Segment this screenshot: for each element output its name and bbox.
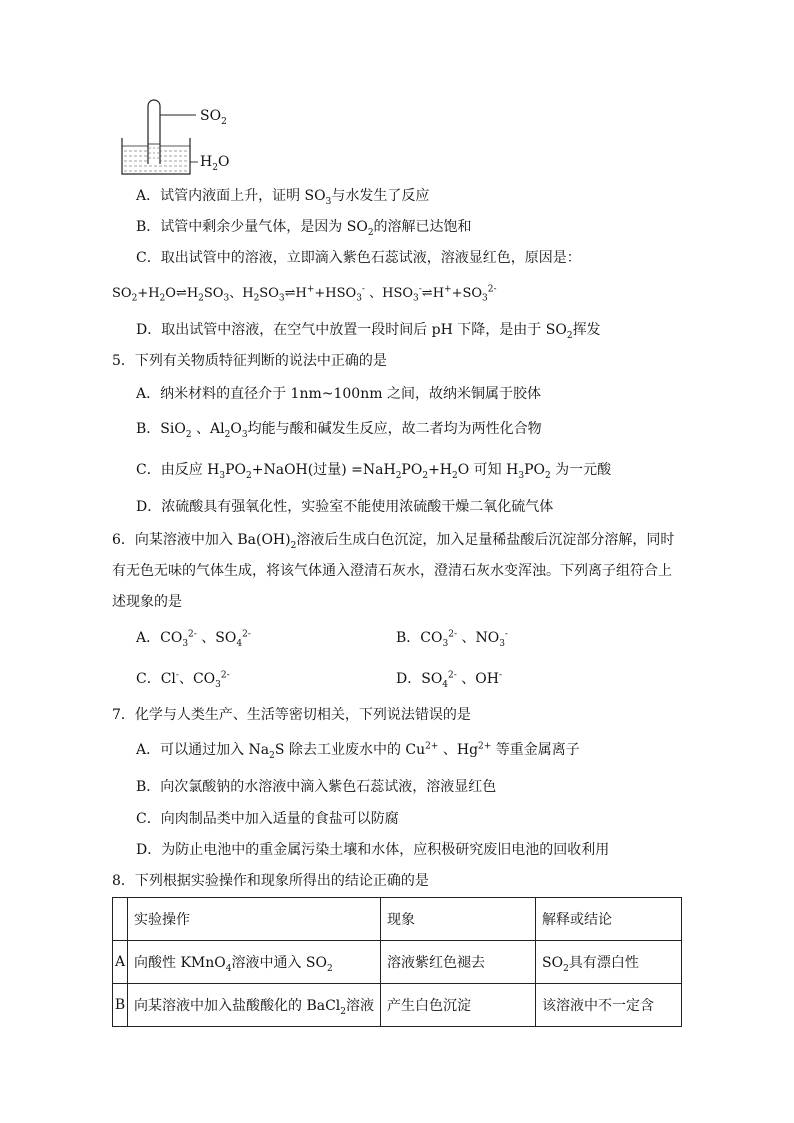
table-row [113, 941, 682, 984]
q6-option-a: A．$CO_3^{2-}$ 、$SO_4^{2-}$ [136, 629, 251, 649]
q5-option-c: C．由反应 $H_3PO_2+NaOH$(过量) $=NaH_2PO_2+H_2O$ 可知 $H_3PO_2$ 为一元酸 [136, 462, 612, 481]
q4-option-a: A．试管内液面上升，证明 $SO_3$与水发生了反应 [136, 188, 430, 207]
table-header-cell: 现象 [381, 898, 536, 941]
phenomenon-cell: 溶液紫红色褪去 [381, 941, 536, 984]
q6-option-d: D．$SO_4^{2-}$ 、OH- [396, 670, 502, 690]
q6-stem-line1: 6．向某溶液中加入 $Ba(OH)_2$溶液后生成白色沉淀，加入足量稀盐酸后沉淀部分溶解，同时 [112, 532, 675, 551]
water-label: $H_2O$ [200, 154, 230, 173]
table-header-cell: 实验操作 [128, 898, 381, 941]
q7-option-b: B．向次氯酸钠的水溶液中滴入紫色石蕊试液，溶液显红色 [136, 779, 497, 795]
q7-option-a: A．可以通过加入 $Na_2S$ 除去工业废水中的 $Cu^{2+}$ 、$Hg^{2+}$ 等重金属离子 [136, 741, 580, 761]
gas-label: $SO_2$ [200, 108, 227, 127]
q7-stem: 7．化学与人类生产、生活等密切相关，下列说法错误的是 [112, 707, 471, 723]
row-label: B [113, 984, 128, 1027]
q7-option-d: D．为防止电池中的重金属污染土壤和水体，应积极研究废旧电池的回收利用 [136, 842, 610, 858]
q5-stem: 5．下列有关物质特征判断的说法中正确的是 [112, 353, 387, 369]
q8-stem: 8．下列根据实验操作和现象所得出的结论正确的是 [112, 873, 429, 889]
q4-option-b: B．试管中剩余少量气体，是因为 $SO_2$的溶解已达饱和 [136, 219, 472, 238]
table-header-row [113, 898, 682, 941]
table-header-cell: 解释或结论 [536, 898, 682, 941]
table-header-cell [113, 898, 128, 941]
q4-option-c-equation: $SO_2+H_2O\rightleftharpoons H_2SO_3$、$H_2SO_3\rightleftharpoons H^++HSO_3^-$ 、$HSO_3^-\rightleftharpoons H^++SO_3^{2-}$ [112, 284, 497, 304]
q7-option-c: C．向肉制品类中加入适量的食盐可以防腐 [136, 811, 399, 827]
q6-stem-line2: 有无色无味的气体生成，将该气体通入澄清石灰水，澄清石灰水变浑浊。下列离子组符合上 [112, 563, 672, 579]
q8-table [112, 897, 682, 1027]
phenomenon-cell: 产生白色沉淀 [381, 984, 536, 1027]
conclusion-cell: $SO_2$具有漂白性 [536, 941, 682, 984]
q6-option-c: C．Cl-、$CO_3^{2-}$ [136, 670, 230, 690]
table-row [113, 984, 682, 1027]
q6-stem-line3: 述现象的是 [112, 594, 182, 610]
q5-option-b: B．SiO$_2$ 、$Al_2O_3$均能与酸和碱发生反应，故二者均为两性化合物 [136, 421, 542, 440]
q4-option-c: C．取出试管中的溶液，立即滴入紫色石蕊试液，溶液显红色，原因是： [136, 250, 581, 266]
q5-option-a: A．纳米材料的直径介于 1nm~100nm 之间，故纳米铜属于胶体 [136, 386, 541, 402]
conclusion-cell: 该溶液中不一定含 [536, 984, 682, 1027]
row-label: A [113, 941, 128, 984]
test-tube-icon [148, 100, 160, 164]
q5-option-d: D．浓硫酸具有强氧化性，实验室不能使用浓硫酸干燥二氧化硫气体 [136, 499, 554, 515]
operation-cell: 向酸性 KMnO$_4$溶液中通入 $SO_2$ [128, 941, 381, 984]
q6-option-b: B．$CO_3^{2-}$ 、$NO_3^-$ [396, 629, 508, 649]
operation-cell: 向某溶液中加入盐酸酸化的 BaCl$_2$溶液 [128, 984, 381, 1027]
q4-option-d: D．取出试管中溶液，在空气中放置一段时间后 pH 下降，是由于 $SO_2$挥发 [136, 322, 601, 341]
